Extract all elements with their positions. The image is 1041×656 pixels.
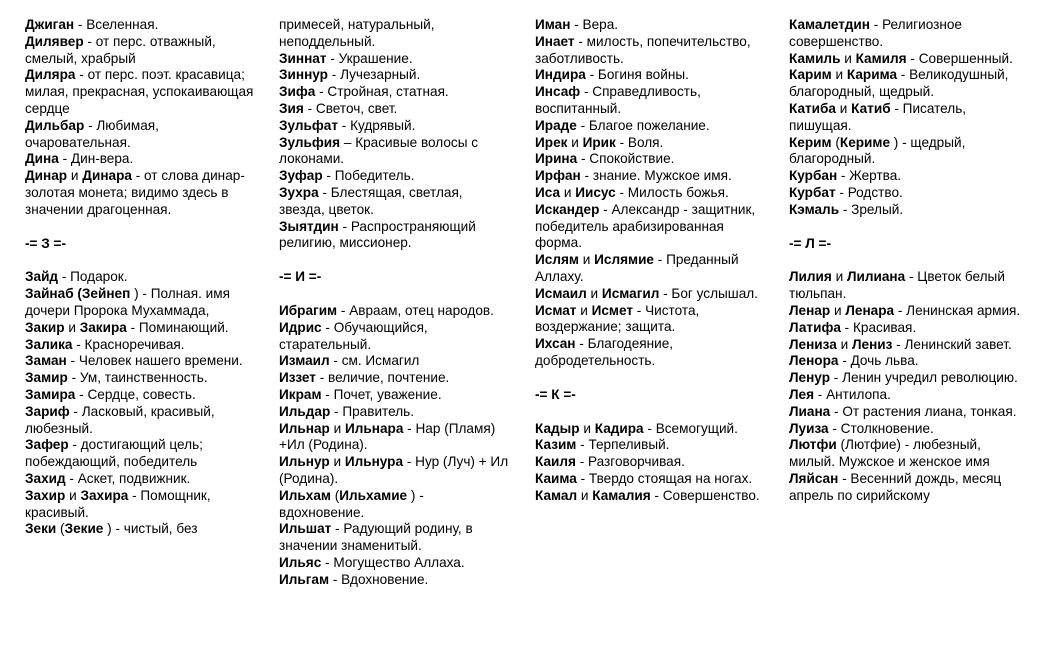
entry-name-alt: Кериме xyxy=(839,134,891,150)
entry-definition: - Дин-вера. xyxy=(58,151,134,167)
entry-connector: ( xyxy=(330,487,340,503)
entry-name: Зеки xyxy=(25,521,57,537)
entry-name: Ильшат xyxy=(279,521,332,537)
entry-definition: - Почет, уважение. xyxy=(321,386,442,402)
entry-definition: - милость, попечительство, заботливость. xyxy=(535,33,751,66)
name-entry xyxy=(789,51,1025,68)
entry-name: Зиннур xyxy=(279,67,328,83)
entry-definition: - Ленинская армия. xyxy=(894,302,1021,318)
entry-name: Ленар xyxy=(789,302,831,318)
name-entry xyxy=(279,185,511,219)
entry-connector: и xyxy=(65,487,81,503)
entry-name: Иман xyxy=(535,17,571,32)
name-entry xyxy=(25,286,257,320)
entry-definition: (Лютфие) - любезный, милый. Мужское и женское имя xyxy=(789,437,990,470)
name-entry xyxy=(535,252,767,286)
entry-name: Иса xyxy=(535,184,561,200)
entry-connector: и xyxy=(578,252,595,268)
name-entry xyxy=(279,84,511,101)
entry-name: Зиннат xyxy=(279,50,327,66)
entry-definition: - Красивая. xyxy=(840,319,917,335)
entry-name: Карим xyxy=(789,67,832,83)
entry-definition: - Сердце, совесть. xyxy=(75,386,196,402)
name-entry xyxy=(279,421,511,455)
entry-name: Закир xyxy=(25,319,65,335)
entry-name-alt: Исмет xyxy=(591,302,634,318)
entry-connector: ( xyxy=(831,134,840,150)
entry-name-alt: Ильнара xyxy=(345,420,404,436)
entry-name: Захид xyxy=(25,470,66,486)
entry-definition: - Зрелый. xyxy=(839,201,904,217)
entry-name: Ильхам xyxy=(279,487,331,503)
entry-name: Зайнаб (Зейнеп xyxy=(25,286,131,302)
entry-name: Дилявер xyxy=(25,33,84,49)
name-entry xyxy=(535,151,767,168)
entry-name: Ибрагим xyxy=(279,302,338,318)
entry-name-alt: Ирик xyxy=(582,134,616,150)
name-entry xyxy=(535,84,767,118)
name-entry xyxy=(279,118,511,135)
entry-name: Ляйсан xyxy=(789,470,839,486)
name-entry xyxy=(789,269,1025,303)
name-entry xyxy=(535,471,767,488)
name-entry xyxy=(789,135,1025,169)
name-entry xyxy=(25,404,257,438)
entry-name: Ирина xyxy=(535,151,578,167)
entry-name: Лея xyxy=(789,386,815,402)
name-entry xyxy=(789,353,1025,370)
entry-connector: и xyxy=(576,302,592,318)
entry-name: Зариф xyxy=(25,403,70,419)
entry-definition: - Авраам, отец народов. xyxy=(337,302,494,318)
entry-connector: и xyxy=(577,487,593,503)
entry-name: Ирфан xyxy=(535,168,581,184)
entry-definition: - Обучающийся, старательный. xyxy=(279,319,428,352)
entry-name: Ильяс xyxy=(279,554,322,570)
entry-connector: и xyxy=(329,454,345,470)
entry-definition: - Совершенный. xyxy=(906,50,1013,66)
entry-definition: - Вдохновение. xyxy=(329,571,429,587)
entry-name: Дильбар xyxy=(25,117,85,133)
entry-connector: и xyxy=(836,336,852,352)
entry-definition: - Справедливость, воспитанный. xyxy=(535,84,701,116)
entry-connector: и xyxy=(836,100,852,116)
entry-name: Джиган xyxy=(25,17,75,32)
entry-name: Зайд xyxy=(25,269,59,285)
name-entry xyxy=(535,135,767,152)
entry-definition: - величие, почтение. xyxy=(315,370,450,386)
column-1 xyxy=(25,17,257,538)
entry-name: Курбан xyxy=(789,168,838,184)
entry-name: Зифа xyxy=(279,84,316,100)
entry-name: Ленур xyxy=(789,370,830,386)
name-entry xyxy=(279,168,511,185)
name-entry xyxy=(535,202,767,252)
entry-name: Зия xyxy=(279,100,304,116)
entry-definition: - Жертва. xyxy=(837,168,902,184)
entry-definition: - Чистота, воздержание; защита. xyxy=(535,302,700,335)
entry-name-alt: Иисус xyxy=(575,184,616,200)
entry-definition: - знание. Мужское имя. xyxy=(580,168,732,184)
entry-name: Лилия xyxy=(789,269,832,285)
entry-connector: и xyxy=(567,134,583,150)
entry-name: Исмат xyxy=(535,302,577,318)
name-entry xyxy=(535,286,767,303)
entry-name: Каиля xyxy=(535,454,576,470)
entry-definition: - Правитель. xyxy=(330,403,415,419)
name-entry xyxy=(535,67,767,84)
entry-connector: и xyxy=(560,184,576,200)
column-2 xyxy=(279,17,511,589)
name-entry xyxy=(789,17,1025,51)
entry-name: Иззет xyxy=(279,370,316,386)
name-entry xyxy=(789,202,1025,219)
entry-definition: - достигающий цель; побеждающий, победитель xyxy=(25,437,203,470)
entry-name: Казим xyxy=(535,437,577,453)
entry-definition: ) - Полная. имя дочери Пророка Мухаммада, xyxy=(25,286,230,318)
entry-connector: и xyxy=(329,420,345,436)
entry-definition: - Помощник, красивый. xyxy=(25,487,211,520)
entry-name-alt: Исмагил xyxy=(601,285,660,301)
name-entry xyxy=(535,34,767,68)
entry-definition: - Всемогущий. xyxy=(643,420,738,436)
entry-name: Кадыр xyxy=(535,420,580,436)
entry-name: Зульфат xyxy=(279,117,339,133)
entry-name-alt: Ислямие xyxy=(594,252,654,268)
entry-name: Инает xyxy=(535,33,575,49)
entry-name-alt: Кадира xyxy=(594,420,644,436)
name-entry xyxy=(535,303,767,337)
entry-definition: - Ленинский завет. xyxy=(892,336,1012,352)
entry-definition: - Весенний дождь, месяц апрель по сирийскому xyxy=(789,470,1002,503)
section-heading: -= К =- xyxy=(535,386,576,402)
entry-definition: - Цветок белый тюльпан. xyxy=(789,269,1005,302)
entry-definition: - Любимая, очаровательная. xyxy=(25,117,159,150)
name-entry xyxy=(279,17,511,51)
entry-definition: - Ласковый, красивый, любезный. xyxy=(25,403,215,436)
entry-name: Ислям xyxy=(535,252,579,268)
name-entry xyxy=(789,185,1025,202)
name-entry xyxy=(279,521,511,555)
entry-definition: - Лучезарный. xyxy=(327,67,421,83)
entry-name: Искандер xyxy=(535,201,600,217)
name-entry xyxy=(789,337,1025,354)
name-entry xyxy=(279,101,511,118)
entry-name: Замир xyxy=(25,370,68,386)
entry-connector: и xyxy=(67,168,83,184)
entry-name: Лютфи xyxy=(789,437,837,453)
entry-definition: - Подарок. xyxy=(58,269,128,285)
entry-definition: - Столкновение. xyxy=(828,420,934,436)
entry-definition: - Богиня войны. xyxy=(585,67,689,83)
entry-name: Керим xyxy=(789,134,832,150)
entry-name: Зафер xyxy=(25,437,69,453)
entry-name: Зульфия xyxy=(279,134,341,150)
name-entry xyxy=(25,320,257,337)
entry-name-alt: Захира xyxy=(80,487,129,503)
name-entry xyxy=(25,387,257,404)
name-entry xyxy=(279,353,511,370)
entry-name-alt: Зекие xyxy=(64,521,104,537)
entry-definition: - Бог услышал. xyxy=(659,285,758,301)
name-entry xyxy=(279,219,511,253)
entry-definition: - Вера. xyxy=(570,17,619,32)
entry-name-alt: Лилиана xyxy=(846,269,906,285)
entry-name: Зыятдин xyxy=(279,218,339,234)
entry-definition: - Блестящая, светлая, звезда, цветок. xyxy=(279,184,463,217)
entry-connector: и xyxy=(830,302,846,318)
name-entry xyxy=(789,320,1025,337)
entry-name: Лиана xyxy=(789,403,831,419)
section-heading: -= Л =- xyxy=(789,235,832,251)
entry-definition: - Ленин учредил революцию. xyxy=(830,370,1018,386)
entry-name-alt: Катиб xyxy=(851,100,891,116)
entry-name: Курбат xyxy=(789,184,836,200)
entry-name: Каима xyxy=(535,470,577,486)
entry-name-alt: Ильхамие xyxy=(339,487,408,503)
name-entry xyxy=(25,168,257,218)
name-entry xyxy=(25,17,257,34)
name-entry xyxy=(25,353,257,370)
entry-name: Ильнар xyxy=(279,420,330,436)
entry-connector: ( xyxy=(56,521,65,537)
entry-definition: примесей, натуральный, неподдельный. xyxy=(279,17,435,49)
name-entry xyxy=(25,471,257,488)
entry-connector: и xyxy=(831,67,847,83)
name-entry xyxy=(535,118,767,135)
entry-name-alt: Лениз xyxy=(851,336,893,352)
entry-definition: - Благое пожелание. xyxy=(576,117,710,133)
entry-name: Захир xyxy=(25,487,66,503)
name-entry xyxy=(25,488,257,522)
name-entry xyxy=(535,454,767,471)
entry-name: Камалетдин xyxy=(789,17,870,32)
entry-definition: - см. Исмагил xyxy=(329,353,420,369)
section-heading: -= И =- xyxy=(279,269,322,285)
entry-definition: - Родство. xyxy=(835,184,903,200)
entry-definition: ) - щедрый, благородный. xyxy=(789,134,966,167)
entry-name: Латифа xyxy=(789,319,841,335)
name-entry xyxy=(535,17,767,34)
entry-definition: - Украшение. xyxy=(326,50,413,66)
entry-definition: - Милость божья. xyxy=(615,184,729,200)
entry-definition: - от перс. поэт. красавица; милая, прекрасная, успокаивающая сердце xyxy=(25,67,254,116)
entry-definition: - Распространяющий религию, миссионер. xyxy=(279,218,476,251)
name-entry xyxy=(279,135,511,169)
name-entry xyxy=(25,370,257,387)
name-entry xyxy=(25,67,257,117)
entry-name: Зуфар xyxy=(279,168,323,184)
entry-definition: - Нур (Луч) + Ил (Родина). xyxy=(279,454,509,486)
entry-name-alt: Динара xyxy=(82,168,132,184)
entry-name-alt: Ильнура xyxy=(344,454,404,470)
entry-name: Идрис xyxy=(279,319,322,335)
name-entry xyxy=(25,269,257,286)
entry-name: Залика xyxy=(25,336,73,352)
name-entry xyxy=(279,303,511,320)
name-entry xyxy=(789,303,1025,320)
entry-name: Динар xyxy=(25,168,68,184)
name-entry xyxy=(279,454,511,488)
entry-definition: - Нар (Пламя) +Ил (Родина). xyxy=(279,420,496,453)
entry-definition: - Великодушный, благородный, щедрый. xyxy=(789,67,1009,100)
name-entry xyxy=(789,370,1025,387)
entry-connector: и xyxy=(840,50,856,66)
name-entry xyxy=(535,421,767,438)
entry-name-alt: Карима xyxy=(846,67,898,83)
name-entry xyxy=(535,336,767,370)
entry-name-alt: Ленара xyxy=(845,302,895,318)
entry-definition: - Победитель. xyxy=(322,168,415,184)
entry-connector: и xyxy=(64,319,80,335)
entry-name: Кэмаль xyxy=(789,201,840,217)
name-entry xyxy=(279,387,511,404)
entry-definition: - Человек нашего времени. xyxy=(66,353,243,369)
entry-definition: - Кудрявый. xyxy=(338,117,416,133)
entry-definition: - Ум, таинственность. xyxy=(67,370,208,386)
name-entry xyxy=(25,521,257,538)
name-entry xyxy=(25,118,257,152)
name-entry xyxy=(535,168,767,185)
entry-definition: - Вселенная. xyxy=(74,17,159,32)
entry-name: Зухра xyxy=(279,184,319,200)
entry-name: Инсаф xyxy=(535,84,581,100)
entry-definition: ) - чистый, без xyxy=(103,521,198,537)
entry-definition: - Могущество Аллаха. xyxy=(321,554,465,570)
name-entry xyxy=(279,320,511,354)
entry-definition: – Красивые волосы с локонами. xyxy=(279,134,479,167)
column-3 xyxy=(535,17,767,505)
entry-definition: ) - вдохновение. xyxy=(279,487,424,520)
name-entry xyxy=(25,151,257,168)
name-entry xyxy=(789,387,1025,404)
entry-definition: - Стройная, статная. xyxy=(315,84,449,100)
entry-name-alt: Камалия xyxy=(592,487,651,503)
entry-name: Ихсан xyxy=(535,336,576,352)
entry-definition: - от перс. отважный, смелый, храбрый xyxy=(25,33,216,66)
entry-definition: - от слова динар-золотая монета; видимо здесь в значении драгоценная. xyxy=(25,168,245,217)
entry-definition: - Дочь льва. xyxy=(838,353,919,369)
entry-name: Диляра xyxy=(25,67,76,83)
name-entry xyxy=(535,488,767,505)
entry-connector: и xyxy=(579,420,595,436)
entry-name: Камиль xyxy=(789,50,841,66)
entry-name: Лениза xyxy=(789,336,837,352)
entry-name-alt: Камиля xyxy=(855,50,907,66)
entry-name: Катиба xyxy=(789,100,836,116)
name-entry xyxy=(279,555,511,572)
entry-definition: - Благодеяние, добродетельность. xyxy=(535,336,674,368)
name-entry xyxy=(279,370,511,387)
entry-name: Ирек xyxy=(535,134,568,150)
name-entry xyxy=(279,488,511,522)
entry-name: Замира xyxy=(25,386,76,402)
entry-definition: - Красноречивая. xyxy=(72,336,185,352)
name-entry xyxy=(789,437,1025,471)
name-entry xyxy=(25,337,257,354)
entry-name-alt: Закира xyxy=(79,319,127,335)
entry-definition: - Поминающий. xyxy=(126,319,229,335)
entry-definition: - Аскет, подвижник. xyxy=(65,470,191,486)
entry-name: Дина xyxy=(25,151,59,167)
entry-definition: - Радующий родину, в значении знаменитый. xyxy=(279,521,473,554)
name-entry xyxy=(279,404,511,421)
name-entry xyxy=(25,437,257,471)
entry-definition: - Воля. xyxy=(615,134,664,150)
entry-name: Ленора xyxy=(789,353,839,369)
entry-name: Камал xyxy=(535,487,578,503)
entry-name: Луиза xyxy=(789,420,829,436)
entry-name: Измаил xyxy=(279,353,330,369)
entry-definition: - Религиозное совершенство. xyxy=(789,17,962,49)
name-entry xyxy=(279,572,511,589)
name-entry xyxy=(789,67,1025,101)
name-entry xyxy=(279,67,511,84)
name-entry xyxy=(789,404,1025,421)
entry-definition: - Писатель, пишущая. xyxy=(789,100,967,133)
entry-definition: - Преданный Аллаху. xyxy=(535,252,739,284)
entry-connector: и xyxy=(586,285,602,301)
name-entry xyxy=(25,34,257,68)
column-4 xyxy=(789,17,1025,505)
name-entry xyxy=(535,437,767,454)
entry-name: Ильдар xyxy=(279,403,331,419)
entry-name: Исмаил xyxy=(535,285,587,301)
entry-definition: - От растения лиана, тонкая. xyxy=(830,403,1017,419)
entry-connector: и xyxy=(831,269,847,285)
name-entry xyxy=(279,51,511,68)
name-entry xyxy=(535,185,767,202)
entry-definition: - Совершенство. xyxy=(650,487,760,503)
entry-definition: - Разговорчивая. xyxy=(575,454,685,470)
entry-definition: - Спокойствие. xyxy=(577,151,675,167)
entry-definition: - Антилопа. xyxy=(814,386,891,402)
entry-name: Ильгам xyxy=(279,571,330,587)
entry-name: Ильнур xyxy=(279,454,330,470)
entry-definition: - Терпеливый. xyxy=(576,437,670,453)
entry-name: Заман xyxy=(25,353,67,369)
entry-definition: - Александр - защитник, победитель арабизированная форма. xyxy=(535,201,756,251)
section-heading: -= З =- xyxy=(25,235,67,251)
entry-name: Индира xyxy=(535,67,586,83)
name-entry xyxy=(789,168,1025,185)
name-entry xyxy=(789,471,1025,505)
entry-name: Икрам xyxy=(279,386,322,402)
name-entry xyxy=(789,101,1025,135)
entry-definition: - Светоч, свет. xyxy=(303,100,398,116)
entry-definition: - Твердо стоящая на ногах. xyxy=(576,470,753,486)
entry-name: Ираде xyxy=(535,117,577,133)
name-entry xyxy=(789,421,1025,438)
